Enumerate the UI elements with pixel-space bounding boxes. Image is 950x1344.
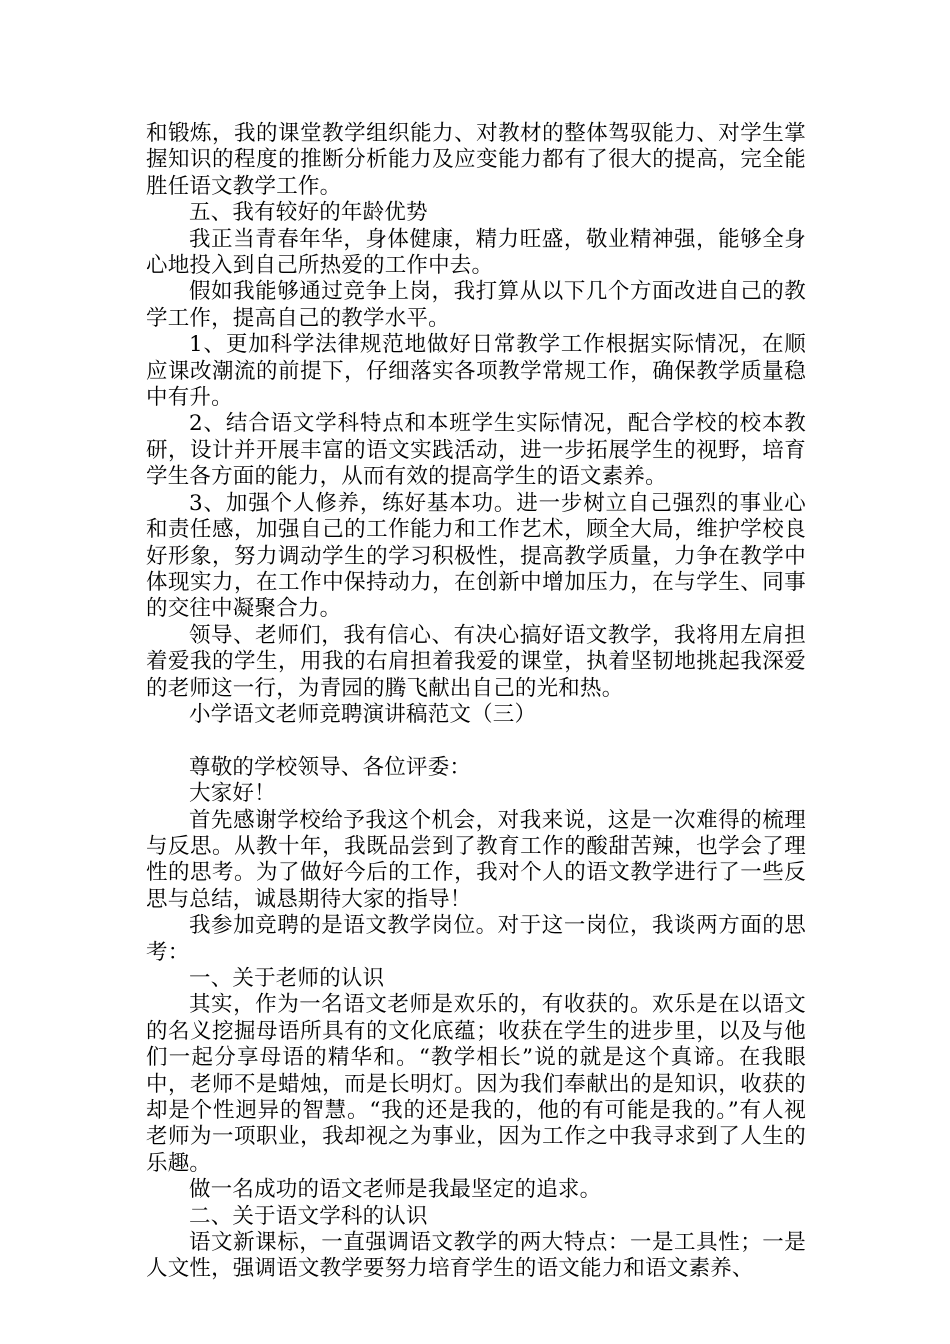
list-item-1: 1、更加科学法律规范地做好日常教学工作根据实际情况，在顺应课改潮流的前提下，仔细落实各项教学常规工作，确保教学质量稳中有升。 xyxy=(146,332,806,411)
salutation: 尊敬的学校领导、各位评委： xyxy=(189,754,472,780)
greeting: 大家好！ xyxy=(189,781,276,807)
section-heading-teacher: 一、关于老师的认识 xyxy=(189,965,385,991)
document-page xyxy=(146,121,806,1283)
paragraph: 假如我能够通过竞争上岗，我打算从以下几个方面改进自己的教学工作，提高自己的教学水平。 xyxy=(146,279,806,331)
list-item-3: 3、加强个人修养，练好基本功。进一步树立自己强烈的事业心和责任感，加强自己的工作能力和工作艺术，顾全大局，维护学校良好形象，努力调动学生的学习积极性，提高教学质量，力争在教学中体现实力，在工作中保持动力，在创新中增加压力，在与学生、同事的交往中凝聚合力。 xyxy=(146,490,806,622)
paragraph: 我参加竞聘的是语文教学岗位。对于这一岗位，我谈两方面的思考： xyxy=(146,913,806,965)
blank-line xyxy=(146,728,806,754)
article-title: 小学语文老师竞聘演讲稿范文（三） xyxy=(189,701,537,727)
paragraph: 我正当青春年华，身体健康，精力旺盛，敬业精神强，能够全身心地投入到自己所热爱的工作中去。 xyxy=(146,226,806,279)
paragraph: 语文新课标，一直强调语文教学的两大特点：一是工具性；一是人文性，强调语文教学要努力培育学生的语文能力和语文素养、 xyxy=(146,1230,806,1282)
paragraph-closing: 领导、老师们，我有信心、有决心搞好语文教学，我将用左肩担着爱我的学生，用我的右肩担着我爱的课堂，执着坚韧地挑起我深爱的老师这一行，为青园的腾飞献出自己的光和热。 xyxy=(146,622,806,701)
section-heading-age-advantage: 五、我有较好的年龄优势 xyxy=(189,200,428,226)
paragraph: 首先感谢学校给予我这个机会，对我来说，这是一次难得的梳理与反思。从教十年，我既品尝到了教育工作的酸甜苦辣，也学会了理性的思考。为了做好今后的工作，我对个人的语文教学进行了一些反思与总结，诚恳期待大家的指导！ xyxy=(146,807,806,912)
paragraph: 其实，作为一名语文老师是欢乐的，有收获的。欢乐是在以语文的名义挖掘母语所具有的文化底蕴；收获在学生的进步里，以及与他们一起分享母语的精华和。“教学相长”说的就是这个真谛。在我眼中，老师不是蜡烛，而是长明灯。因为我们奉献出的是知识，收获的却是个性迥异的智慧。“我的还是我的，他的有可能是我的。”有人视老师为一项职业，我却视之为事业，因为工作之中我寻求到了人生的乐趣。 xyxy=(146,992,806,1176)
paragraph: 做一名成功的语文老师是我最坚定的追求。 xyxy=(189,1177,602,1203)
section-heading-chinese-subject: 二、关于语文学科的认识 xyxy=(189,1203,428,1229)
paragraph-continuation: 和锻炼，我的课堂教学组织能力、对教材的整体驾驭能力、对学生掌握知识的程度的推断分析能力及应变能力都有了很大的提高，完全能胜任语文教学工作。 xyxy=(146,121,806,199)
list-item-2: 2、结合语文学科特点和本班学生实际情况，配合学校的校本教研，设计并开展丰富的语文实践活动，进一步拓展学生的视野，培育学生各方面的能力，从而有效的提高学生的语文素养。 xyxy=(146,411,806,490)
